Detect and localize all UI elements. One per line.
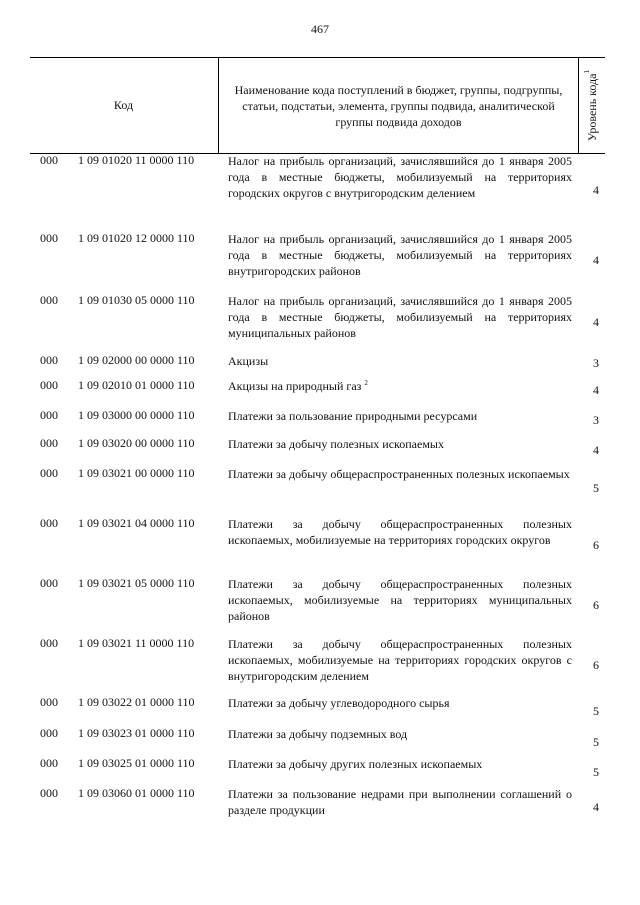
row-name [228,516,572,548]
row-name [228,353,572,369]
row-name-text: Налог на прибыль организаций, зачислявшийся до 1 января 2005 года в местные бюджеты, мобилизуемый на территориях городских округов с внутригородским делением [228,154,572,200]
row-code: 1 09 03023 01 0000 110 [78,726,195,740]
row-level: 5 [593,765,599,779]
row-name-text: Акцизы [228,354,269,368]
row-name-text: Платежи за добычу общераспространенных полезных ископаемых, мобилизуемые на территориях муниципальных районов [228,577,572,623]
row-group-code: 000 [40,436,58,450]
row-group-code: 000 [40,378,58,392]
row-level: 5 [593,735,599,749]
row-code: 1 09 03022 01 0000 110 [78,695,195,709]
header-level-label: Уровень кода [585,73,599,142]
row-name-text: Платежи за пользование недрами при выполнении соглашений о разделе продукции [228,787,572,817]
row-level: 4 [593,183,599,197]
row-group-code: 000 [40,695,58,709]
row-name [228,436,572,452]
row-group-code: 000 [40,293,58,307]
header-name: Наименование кода поступлений в бюджет, группы, подгруппы, статьи, подстатьи, элемента, группы подвида, аналитической группы подвида доходов [234,82,563,129]
row-name-text: Акцизы на природный газ [228,379,362,393]
row-level: 6 [593,598,599,612]
row-name-text: Платежи за добычу общераспространенных полезных ископаемых, мобилизуемые на территориях городских округов [228,517,572,547]
row-name [228,726,572,742]
row-name-text: Налог на прибыль организаций, зачислявшийся до 1 января 2005 года в местные бюджеты, мобилизуемый на территориях внутригородских районов [228,232,572,278]
page-number: 467 [311,22,329,36]
row-group-code: 000 [40,231,58,245]
header-code: Код [113,98,134,112]
row-code: 1 09 03021 11 0000 110 [78,636,195,650]
row-level: 4 [593,800,599,814]
row-level: 5 [593,704,599,718]
row-name [228,293,572,341]
row-level: 4 [593,253,599,267]
row-name [228,636,572,684]
row-code: 1 09 02010 01 0000 110 [78,378,195,392]
row-name [228,231,572,279]
row-code: 1 09 03000 00 0000 110 [78,408,195,422]
row-group-code: 000 [40,153,58,167]
row-level: 4 [593,383,599,397]
row-group-code: 000 [40,576,58,590]
row-code: 1 09 03025 01 0000 110 [78,756,195,770]
row-code: 1 09 01020 12 0000 110 [78,231,195,245]
row-code: 1 09 03021 04 0000 110 [78,516,195,530]
row-group-code: 000 [40,786,58,800]
row-level: 5 [593,481,599,495]
row-level: 4 [593,315,599,329]
row-level: 6 [593,538,599,552]
row-footnote: 2 [364,379,368,387]
row-name [228,695,572,711]
row-name-text: Платежи за добычу общераспространенных полезных ископаемых, мобилизуемые на территориях городских округов с внутригородским делением [228,637,572,683]
row-name [228,153,572,201]
row-group-code: 000 [40,726,58,740]
row-name-text: Налог на прибыль организаций, зачислявшийся до 1 января 2005 года в местные бюджеты, мобилизуемый на территориях муниципальных районов [228,294,572,340]
row-name [228,576,572,624]
row-level: 6 [593,658,599,672]
row-group-code: 000 [40,636,58,650]
row-code: 1 09 02000 00 0000 110 [78,353,195,367]
row-group-code: 000 [40,466,58,480]
row-level: 3 [593,413,599,427]
row-code: 1 09 03021 05 0000 110 [78,576,195,590]
row-name [228,466,572,482]
table-header [30,57,605,154]
row-group-code: 000 [40,353,58,367]
row-name-text: Платежи за пользование природными ресурсами [228,409,478,423]
row-code: 1 09 01030 05 0000 110 [78,293,195,307]
row-name-text: Платежи за добычу других полезных ископаемых [228,757,483,771]
row-name-text: Платежи за добычу полезных ископаемых [228,437,444,451]
row-name [228,408,572,424]
row-level: 4 [593,443,599,457]
header-level-footnote: 1 [583,69,591,74]
row-code: 1 09 03060 01 0000 110 [78,786,195,800]
row-group-code: 000 [40,408,58,422]
row-code: 1 09 03021 00 0000 110 [78,466,195,480]
row-name [228,378,572,394]
row-level: 3 [593,356,599,370]
row-code: 1 09 03020 00 0000 110 [78,436,195,450]
row-code: 1 09 01020 11 0000 110 [78,153,195,167]
row-name [228,756,572,772]
row-name-text: Платежи за добычу общераспространенных полезных ископаемых [228,467,570,481]
row-name-text: Платежи за добычу подземных вод [228,727,408,741]
row-name [228,786,572,818]
row-group-code: 000 [40,516,58,530]
row-name-text: Платежи за добычу углеводородного сырья [228,696,450,710]
row-group-code: 000 [40,756,58,770]
header-level [579,58,605,153]
